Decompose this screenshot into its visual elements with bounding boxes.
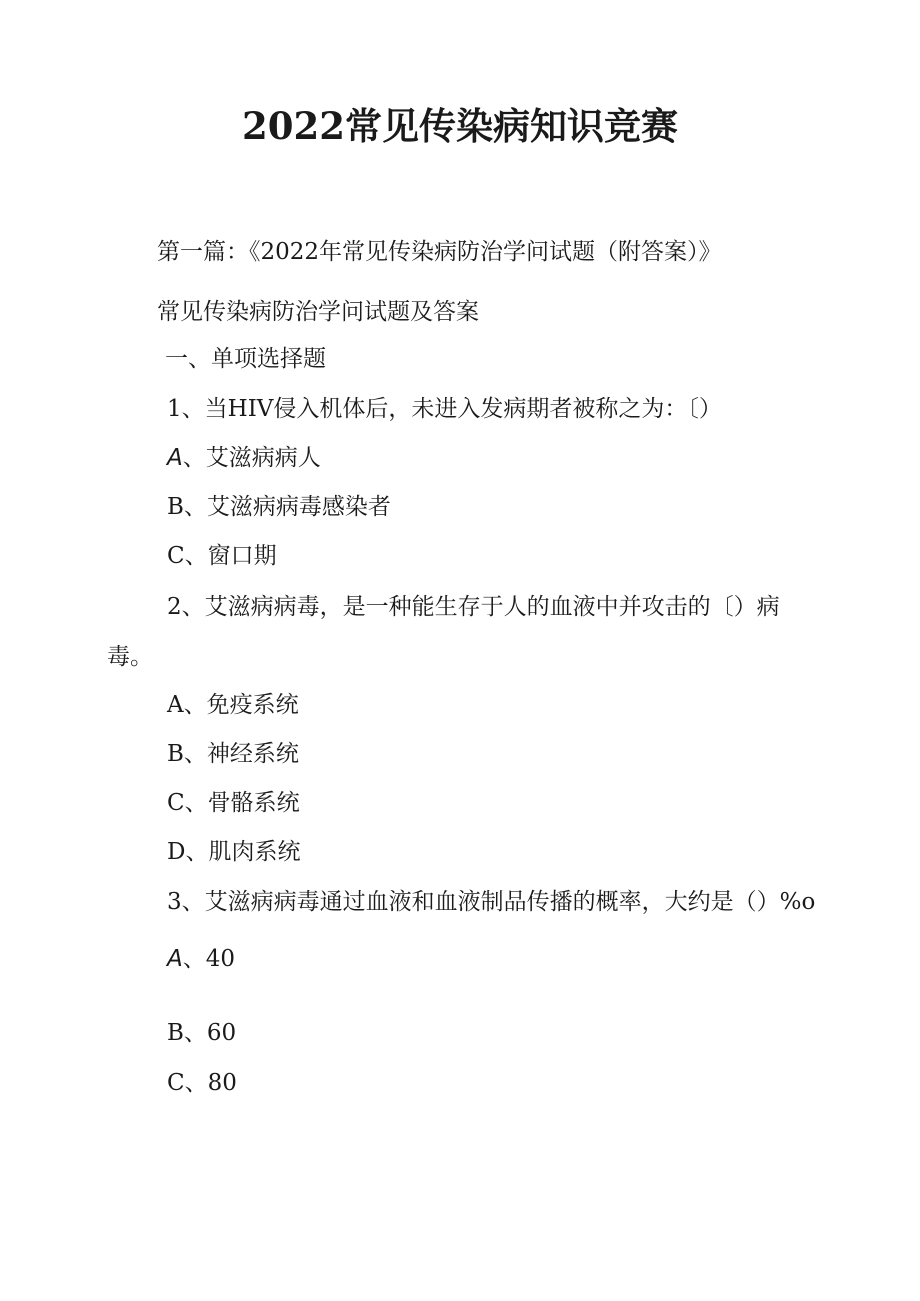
question-3-option-a [167,943,235,975]
question-2-option-c [167,787,300,819]
option-text: 、免疫系统 [183,692,299,718]
subtitle: 常见传染病防治学问试题及答案 [157,299,479,325]
question-3-option-b [167,1017,236,1049]
option-letter: B [167,741,184,767]
option-text: 、窗口期 [184,543,277,569]
option-letter: B [167,1020,184,1046]
document-title: 2022常见传染病知识竞赛 [242,104,678,148]
option-letter: C [167,790,185,816]
option-text: 、80 [184,1070,237,1096]
option-text: 、艾滋病病人 [182,445,321,471]
option-text: 、40 [182,946,236,972]
question-2-stem: 2、艾滋病病毒，是一种能生存于人的血液中并攻击的〔）病 [167,594,780,620]
question-2-option-b [167,738,299,770]
option-letter: D [167,839,186,865]
question-2-option-a [167,689,299,721]
question-1-option-a [167,442,321,474]
option-text: 、骨骼系统 [184,790,300,816]
option-letter: A [167,445,183,471]
option-text: 、肌肉系统 [185,839,301,865]
question-1-option-b [167,491,391,523]
option-letter: A [167,692,184,718]
option-letter: C [167,543,185,569]
question-3-option-c [167,1067,237,1099]
question-2-stem-continued: 毒。 [107,644,153,670]
option-text: 、艾滋病病毒感染者 [183,494,391,520]
question-3-stem: 3、艾滋病病毒通过血液和血液制品传播的概率，大约是（）%o [167,889,816,915]
option-letter: C [167,1070,185,1096]
question-2-option-d [167,836,300,868]
option-letter: B [167,494,184,520]
question-1-option-c [167,540,277,572]
section-heading: 一、单项选择题 [165,346,326,372]
option-text: 、神经系统 [183,741,299,767]
option-letter: A [167,946,183,972]
question-1-stem: 1、当HIV侵入机体后，未进入发病期者被称之为：〔） [167,396,722,422]
option-text: 、60 [183,1020,237,1046]
part-heading: 第一篇：《2022年常见传染病防治学问试题（附答案）》 [157,239,722,265]
